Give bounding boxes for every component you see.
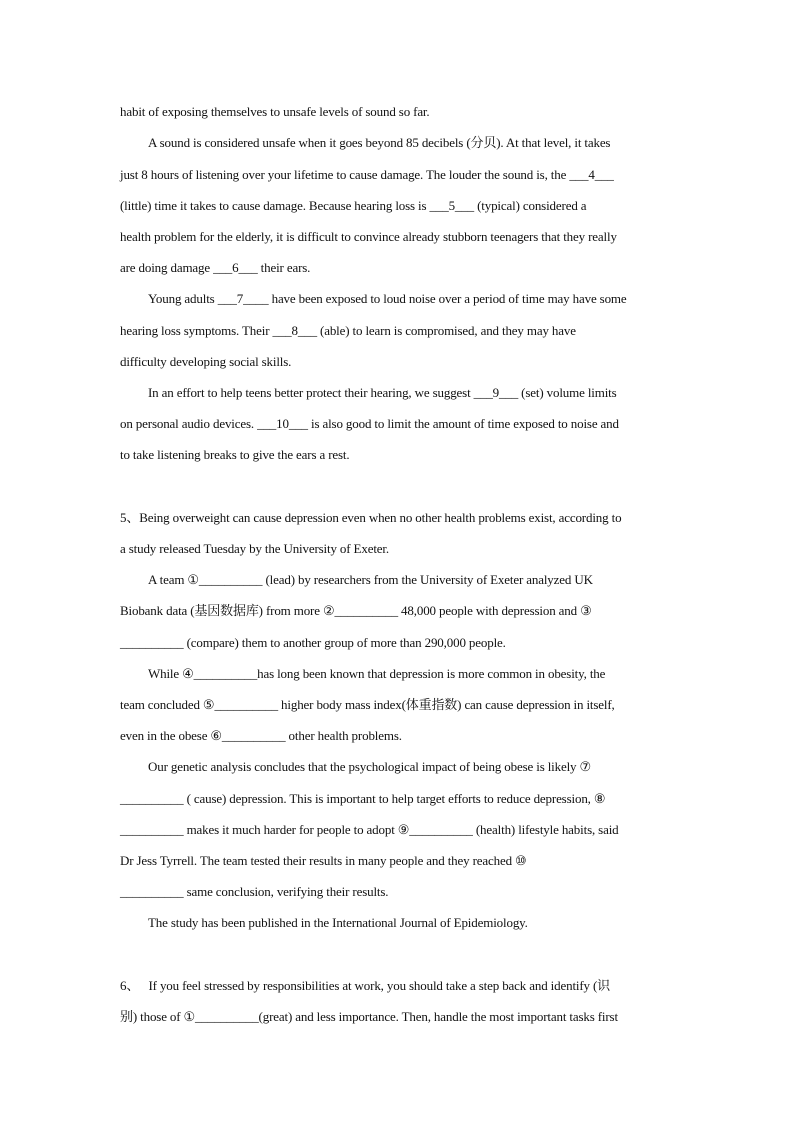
- text-line: __________ same conclusion, verifying their results.: [120, 884, 389, 899]
- text-line: The study has been published in the International Journal of Epidemiology.: [148, 915, 528, 930]
- text-line: __________ makes it much harder for people to adopt ⑨__________ (health) lifestyle habits, said: [120, 822, 619, 837]
- text-line: While ④__________has long been known that depression is more common in obesity, the: [148, 666, 606, 681]
- text-line: difficulty developing social skills.: [120, 354, 292, 369]
- text-line: __________ ( cause) depression. This is important to help target efforts to reduce depression, ⑧: [120, 791, 606, 806]
- text-line: team concluded ⑤__________ higher body mass index(体重指数) can cause depression in itself,: [120, 697, 615, 712]
- text-line: Our genetic analysis concludes that the psychological impact of being obese is likely ⑦: [148, 759, 592, 774]
- text-line: A team ①__________ (lead) by researchers from the University of Exeter analyzed UK: [148, 572, 593, 587]
- text-line: even in the obese ⑥__________ other health problems.: [120, 728, 402, 743]
- text-line: 别) those of ①__________(great) and less importance. Then, handle the most important tasks first: [120, 1009, 618, 1024]
- text-line: a study released Tuesday by the University of Exeter.: [120, 541, 389, 556]
- text-line: on personal audio devices. ___10___ is also good to limit the amount of time exposed to noise and: [120, 416, 619, 431]
- text-line: to take listening breaks to give the ears a rest.: [120, 447, 350, 462]
- text-line: A sound is considered unsafe when it goes beyond 85 decibels (分贝). At that level, it takes: [148, 135, 611, 150]
- text-line: just 8 hours of listening over your lifetime to cause damage. The louder the sound is, the ___4___: [120, 167, 614, 182]
- text-line: Biobank data (基因数据库) from more ②__________ 48,000 people with depression and ③: [120, 603, 592, 618]
- question-heading: 5、Being overweight can cause depression even when no other health problems exist, according to: [120, 510, 622, 525]
- text-line: health problem for the elderly, it is difficult to convince already stubborn teenagers that they really: [120, 229, 617, 244]
- text-line: habit of exposing themselves to unsafe levels of sound so far.: [120, 104, 430, 119]
- text-line: __________ (compare) them to another group of more than 290,000 people.: [120, 635, 506, 650]
- text-line: (little) time it takes to cause damage. Because hearing loss is ___5___ (typical) considered a: [120, 198, 587, 213]
- question-heading: 6、 If you feel stressed by responsibilities at work, you should take a step back and identify (识: [120, 978, 611, 993]
- text-line: are doing damage ___6___ their ears.: [120, 260, 311, 275]
- text-line: Young adults ___7____ have been exposed to loud noise over a period of time may have some: [148, 291, 627, 306]
- text-line: In an effort to help teens better protect their hearing, we suggest ___9___ (set) volume limits: [148, 385, 617, 400]
- text-line: hearing loss symptoms. Their ___8___ (able) to learn is compromised, and they may have: [120, 323, 576, 338]
- text-line: Dr Jess Tyrrell. The team tested their results in many people and they reached ⑩: [120, 853, 527, 868]
